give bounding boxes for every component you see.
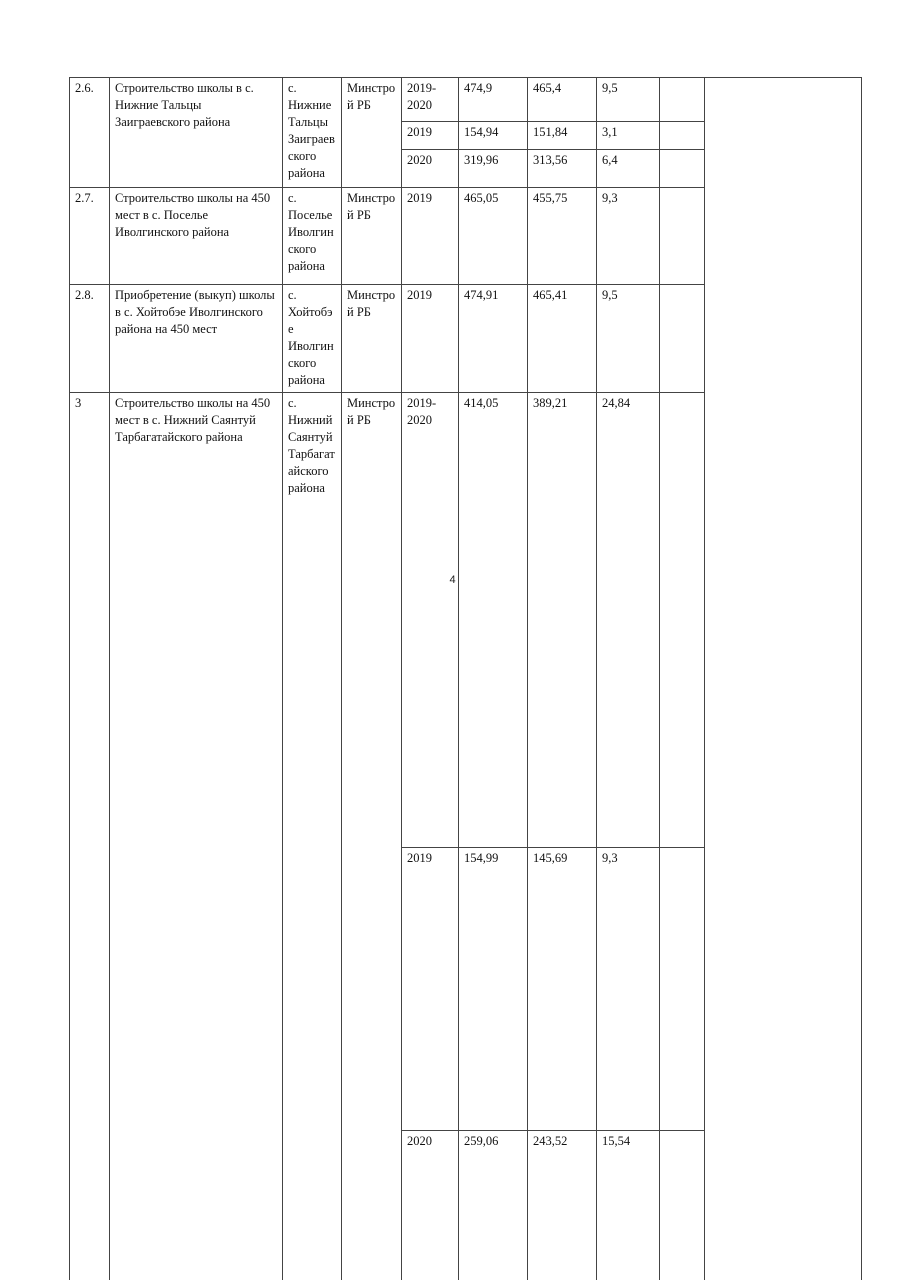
value-regional: 9,5	[597, 78, 660, 122]
empty-cell	[660, 848, 705, 1131]
object-location: с. Нижние Тальцы Заиграевского района	[283, 78, 342, 188]
value-regional: 6,4	[597, 150, 660, 188]
value-federal: 243,52	[528, 1131, 597, 1280]
value-total: 154,94	[459, 122, 528, 150]
responsible-org: Минстрой РБ	[342, 78, 402, 188]
note-cell-empty	[705, 78, 862, 1280]
period-cell: 2019-2020	[402, 393, 459, 848]
value-total: 465,05	[459, 188, 528, 285]
value-total: 259,06	[459, 1131, 528, 1280]
value-regional: 9,3	[597, 848, 660, 1131]
period-cell: 2019-2020	[402, 78, 459, 122]
value-total: 474,91	[459, 285, 528, 393]
object-location: с. Нижний Саянтуй Тарбагатайского района	[283, 393, 342, 1280]
value-federal: 145,69	[528, 848, 597, 1131]
object-location: с. Хойтобэе Иволгинского района	[283, 285, 342, 393]
responsible-org: Минстрой РБ	[342, 188, 402, 285]
period-cell: 2019	[402, 122, 459, 150]
period-cell: 2020	[402, 1131, 459, 1280]
row-number: 2.8.	[70, 285, 110, 393]
value-federal: 151,84	[528, 122, 597, 150]
value-regional: 3,1	[597, 122, 660, 150]
empty-cell	[660, 393, 705, 848]
empty-cell	[660, 1131, 705, 1280]
period-cell: 2019	[402, 285, 459, 393]
table-row	[70, 78, 862, 122]
period-cell: 2019	[402, 188, 459, 285]
object-name: Строительство школы на 450 мест в с. Нижний Саянтуй Тарбагатайского района	[110, 393, 283, 1280]
value-total: 414,05	[459, 393, 528, 848]
row-number: 3	[70, 393, 110, 1280]
value-regional: 24,84	[597, 393, 660, 848]
value-total: 474,9	[459, 78, 528, 122]
value-federal: 389,21	[528, 393, 597, 848]
object-name: Строительство школы в с. Нижние Тальцы Заиграевского района	[110, 78, 283, 188]
value-federal: 465,4	[528, 78, 597, 122]
period-cell: 2019	[402, 848, 459, 1131]
object-name: Приобретение (выкуп) школы в с. Хойтобэе Иволгинского района на 450 мест	[110, 285, 283, 393]
row-number: 2.7.	[70, 188, 110, 285]
responsible-org: Минстрой РБ	[342, 393, 402, 1280]
empty-cell	[660, 122, 705, 150]
responsible-org: Минстрой РБ	[342, 285, 402, 393]
value-total: 319,96	[459, 150, 528, 188]
value-regional: 9,3	[597, 188, 660, 285]
empty-cell	[660, 285, 705, 393]
period-cell: 2020	[402, 150, 459, 188]
value-federal: 465,41	[528, 285, 597, 393]
empty-cell	[660, 78, 705, 122]
value-total: 154,99	[459, 848, 528, 1131]
value-regional: 9,5	[597, 285, 660, 393]
object-location: с. Поселье Иволгинского района	[283, 188, 342, 285]
value-regional: 15,54	[597, 1131, 660, 1280]
row-number: 2.6.	[70, 78, 110, 188]
object-name: Строительство школы на 450 мест в с. Поселье Иволгинского района	[110, 188, 283, 285]
value-federal: 313,56	[528, 150, 597, 188]
empty-cell	[660, 150, 705, 188]
page-number: 4	[0, 574, 905, 586]
value-federal: 455,75	[528, 188, 597, 285]
empty-cell	[660, 188, 705, 285]
program-table	[69, 77, 862, 1280]
